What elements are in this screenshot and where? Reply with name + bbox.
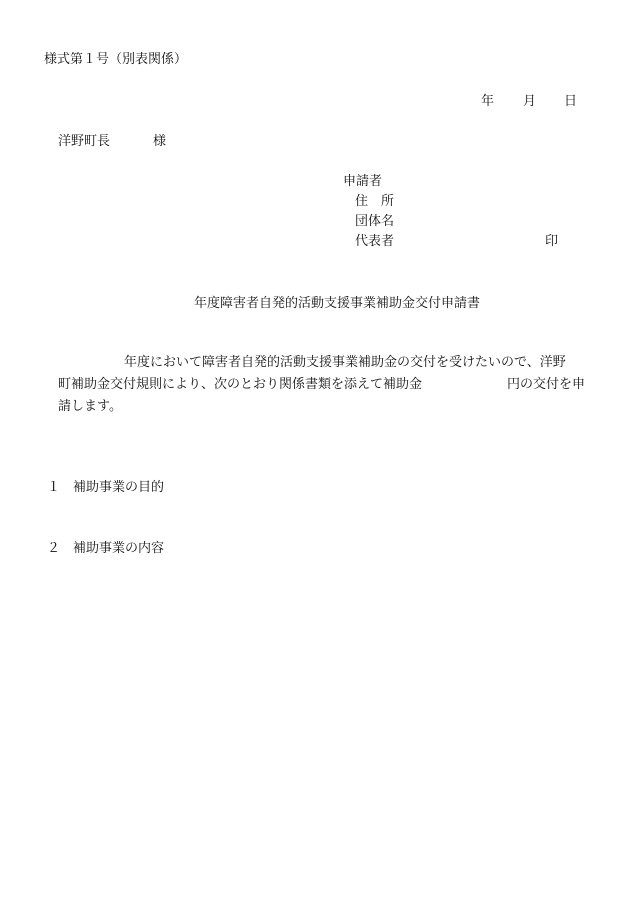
- body-text-line-1: 年度において障害者自発的活動支援事業補助金の交付を受けたいので、洋野: [124, 355, 566, 370]
- document-title: 年度障害者自発的活動支援事業補助金交付申請書: [194, 296, 481, 311]
- body-text-line-2-tail: 円の交付を申: [507, 377, 586, 392]
- seal-mark: 印: [545, 234, 559, 249]
- date-day-label: 日: [564, 94, 578, 109]
- applicant-rep-label: 代表者: [355, 234, 395, 249]
- section-2-number: ２: [47, 541, 61, 556]
- addressee-name: 洋野町長: [58, 134, 111, 149]
- section-1-number: １: [47, 480, 61, 495]
- body-text-line-2: 町補助金交付規則により、次のとおり関係書類を添えて補助金: [58, 377, 423, 392]
- form-number-label: 様式第１号（別表関係）: [44, 52, 188, 67]
- section-2-title: 補助事業の内容: [73, 541, 165, 556]
- applicant-heading: 申請者: [343, 174, 383, 189]
- applicant-org-label: 団体名: [355, 214, 395, 229]
- addressee-honorific: 様: [153, 134, 167, 149]
- date-year-label: 年: [481, 94, 495, 109]
- applicant-address-label: 住 所: [355, 194, 395, 209]
- date-month-label: 月: [523, 94, 537, 109]
- body-text-line-3: 請します。: [58, 399, 122, 414]
- section-1-title: 補助事業の目的: [73, 480, 165, 495]
